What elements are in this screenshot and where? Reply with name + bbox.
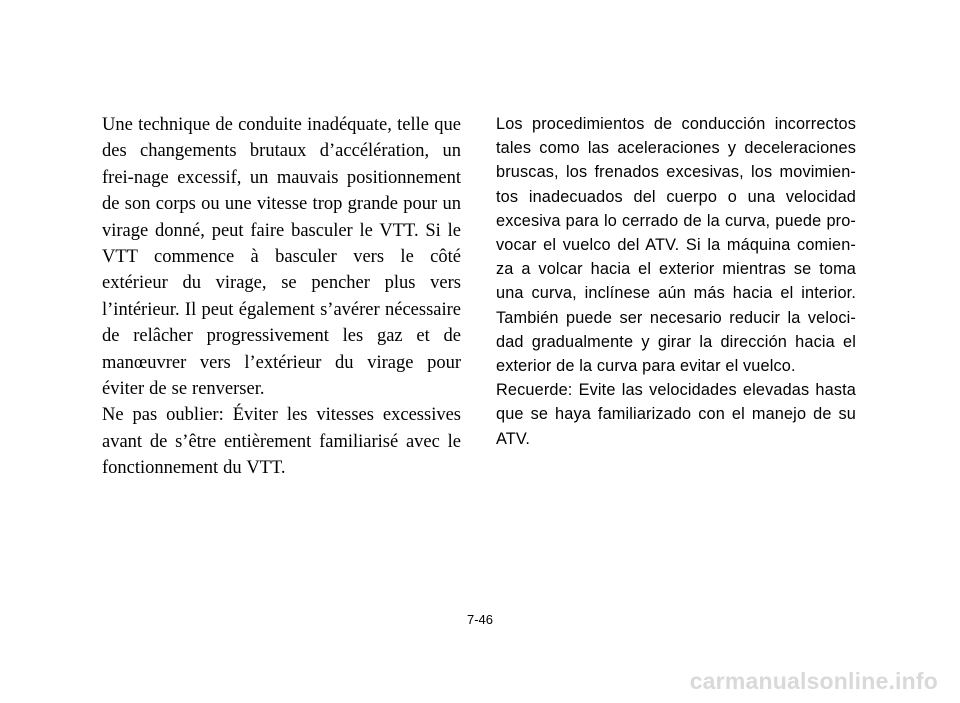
french-column	[102, 112, 461, 482]
page-number: 7-46	[466, 612, 494, 627]
french-paragraph-1: Une technique de conduite inadéquate, telle que des changements brutaux d’accélération, un frei-nage excessif, un mauvais positionnement de son corps ou une vitesse trop grande pour un virage donné, peut faire basculer le VTT. Si le VTT commence à basculer vers le côté extérieur du virage, se pencher plus vers l’intérieur. Il peut également s’avérer nécessaire de relâcher progressivement les gaz et de manœuvrer vers l’extérieur du virage pour éviter de se renverser.	[102, 115, 461, 400]
spanish-paragraph-1: Los procedimientos de conducción incorrectos tales como las aceleraciones y deceleraciones bruscas, los frenados excesivas, los movimien-tos inadecuados del cuerpo o una velocidad excesiva para lo cerrado de la curva, puede pro-vocar el vuelco del ATV. Si la máquina comien-za a volcar hacia el exterior mientras se toma una curva, inclínese aún más hacia el interior. También puede ser necesario reducir la veloci-dad gradualmente y girar la dirección hacia el exterior de la curva para evitar el vuelco.	[496, 115, 856, 376]
spanish-column	[496, 112, 856, 451]
watermark: carmanualsonline.info	[689, 668, 938, 694]
spanish-paragraph-2: Recuerde: Evite las velocidades elevadas hasta que se haya familiarizado con el manejo de su ATV.	[496, 381, 856, 448]
french-paragraph-2: Ne pas oublier: Éviter les vitesses excessives avant de s’être entièrement familiarisé avec le fonctionnement du VTT.	[102, 405, 461, 479]
